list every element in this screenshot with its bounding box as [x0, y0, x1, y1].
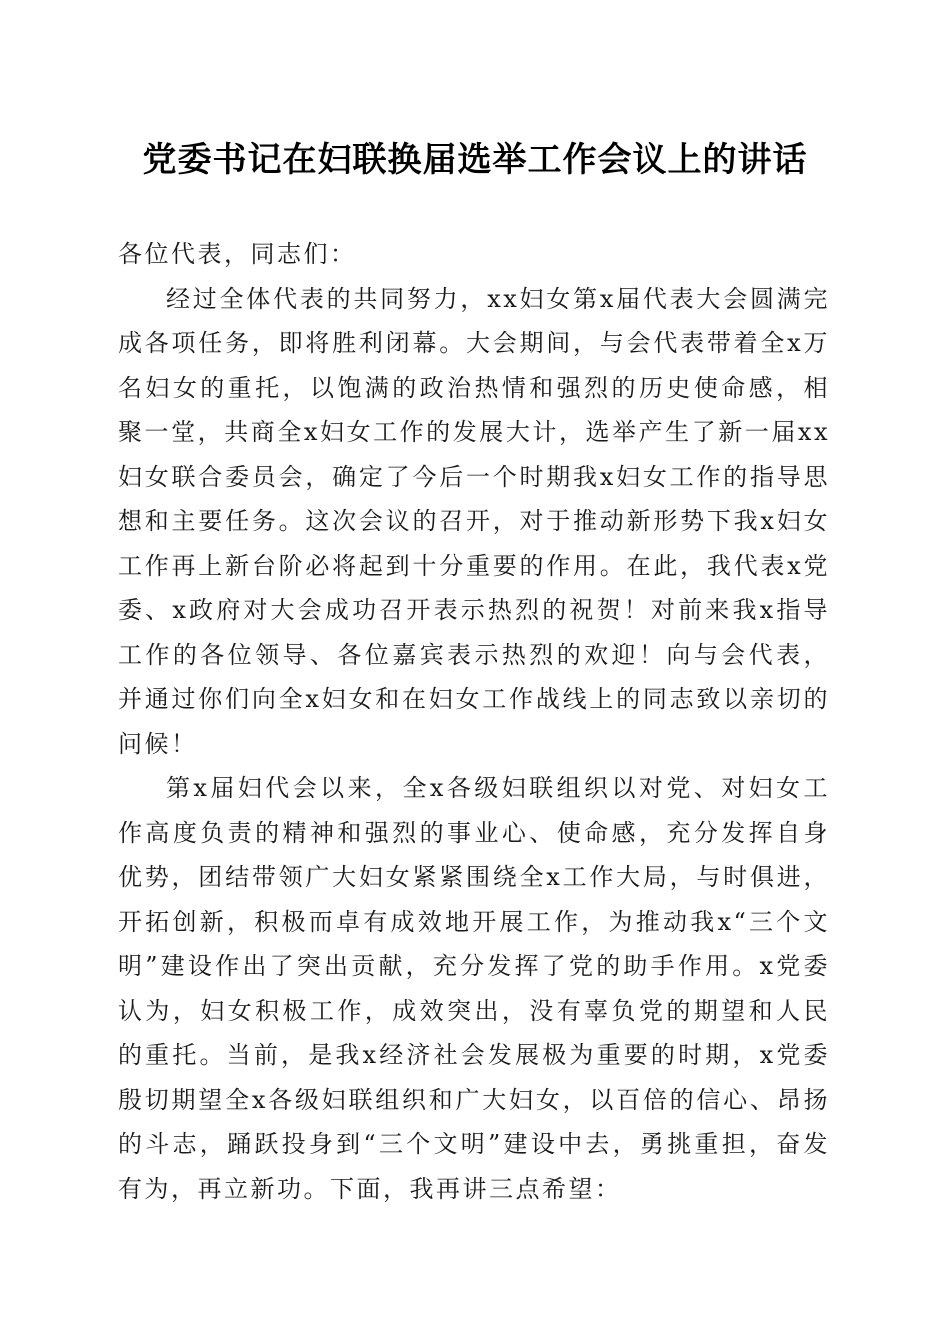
- paragraph: 第x届妇代会以来，全x各级妇联组织以对党、对妇女工作高度负责的精神和强烈的事业心、使命感，充分发挥自身优势，团结带领广大妇女紧紧围绕全x工作大局，与时俱进，开拓创新，积极而卓有成效地开展工作，为推动我x“三个文明”建设作出了突出贡献，充分发挥了党的助手作用。x党委认为，妇女积极工作，成效突出，没有辜负党的期望和人民的重托。当前，是我x经济社会发展极为重要的时期，x党委殷切期望全x各级妇联组织和广大妇女，以百倍的信心、昂扬的斗志，踊跃投身到“三个文明”建设中去，勇挑重担，奋发有为，再立新功。下面，我再讲三点希望：: [118, 774, 830, 1203]
- paragraph: 经过全体代表的共同努力，xx妇女第x届代表大会圆满完成各项任务，即将胜利闭幕。大会期间，与会代表带着全x万名妇女的重托，以饱满的政治热情和强烈的历史使命感，相聚一堂，共商全x妇女工作的发展大计，选举产生了新一届xx妇女联合委员会，确定了今后一个时期我x妇女工作的指导思想和主要任务。这次会议的召开，对于推动新形势下我x妇女工作再上新台阶必将起到十分重要的作用。在此，我代表x党委、x政府对大会成功召开表示热烈的祝贺！对前来我x指导工作的各位领导、各位嘉宾表示热烈的欢迎！向与会代表，并通过你们向全x妇女和在妇女工作战线上的同志致以亲切的问候！: [118, 284, 830, 758]
- document-title: 党委书记在妇联换届选举工作会议上的讲话: [142, 140, 808, 180]
- document-body: [118, 232, 830, 1211]
- salutation: 各位代表，同志们：: [118, 240, 357, 268]
